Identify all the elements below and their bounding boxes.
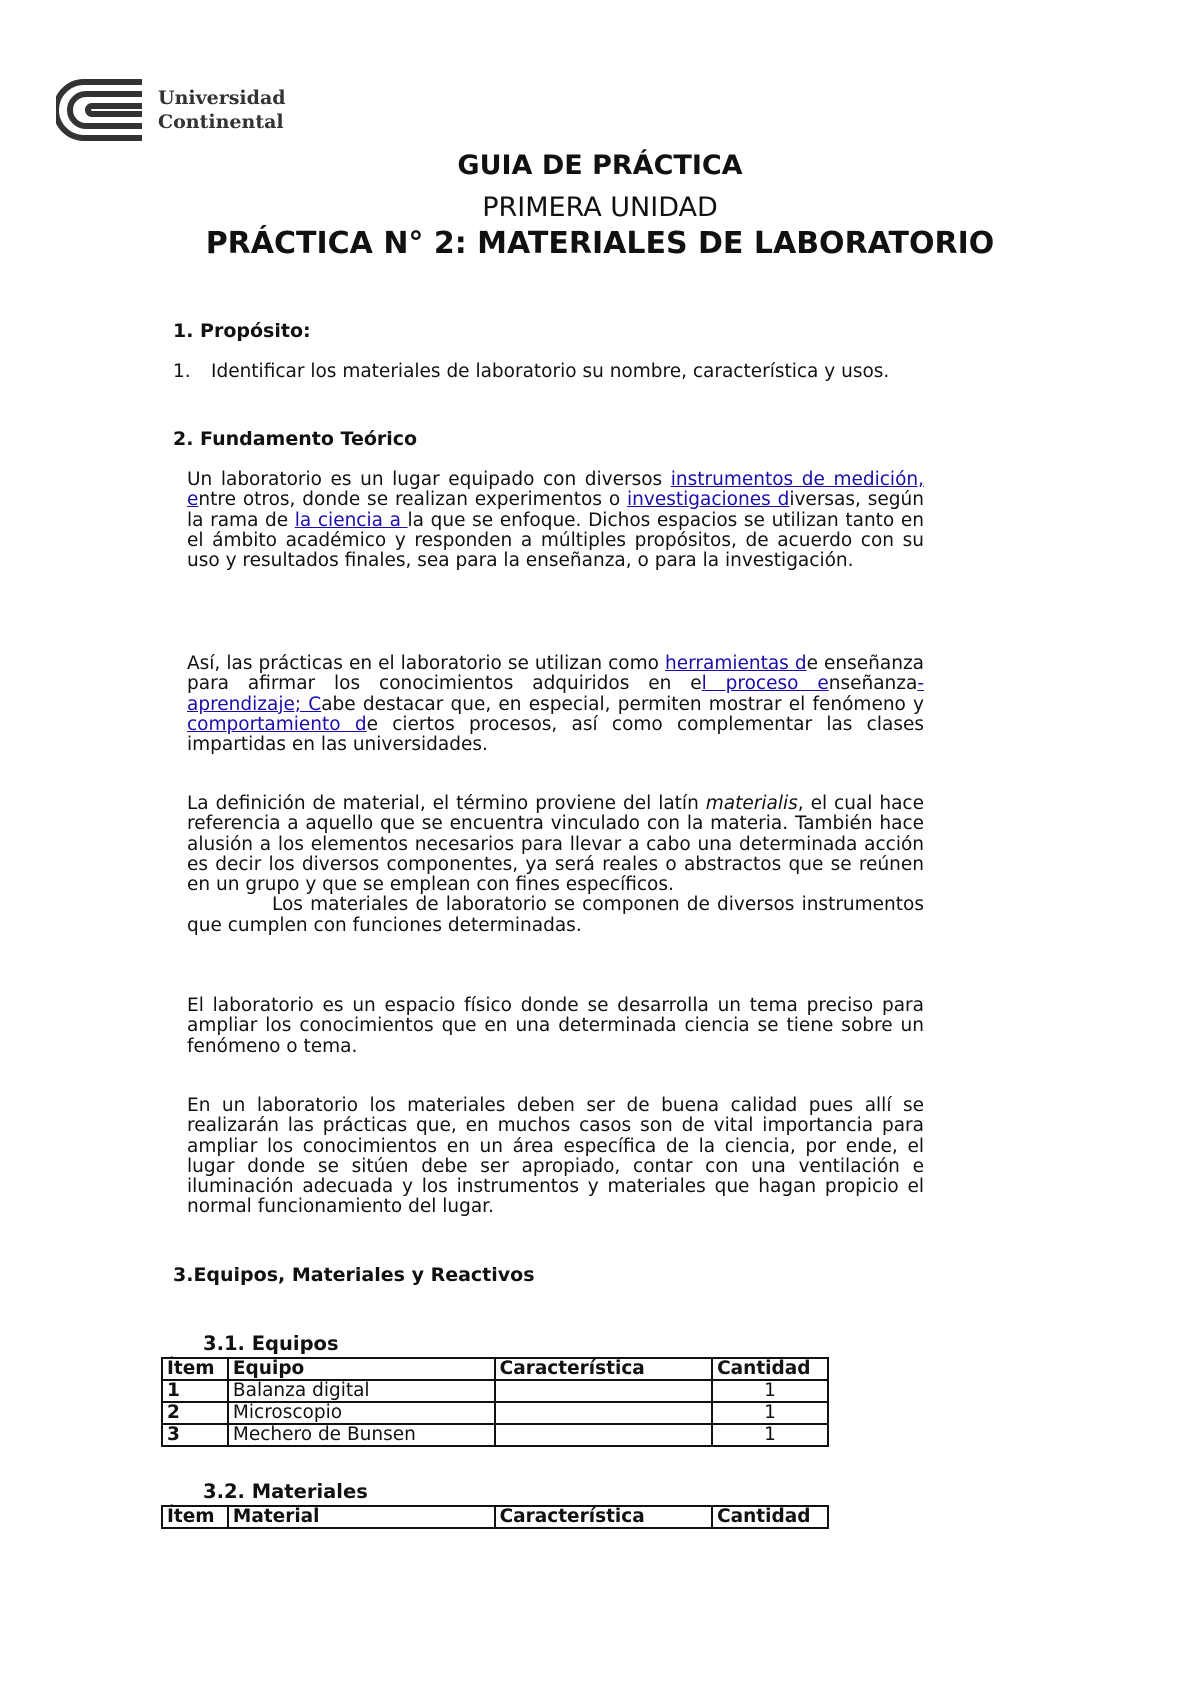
equipos-table: [161, 1357, 829, 1447]
materiales-subheading: 3.2. Materiales: [203, 1480, 368, 1503]
university-logo: [56, 78, 286, 142]
theory-paragraph-3: La definición de material, el término proviene del latín materialis, el cual hace referencia a aquello que se encuentra vinculado con la materia. También hace alusión a los elementos necesarios para llevar a cabo una determinada acción es decir los diversos componentes, ya será reales o abstractos que se reúnen en un grupo y que se emplean con fines específicos. Los materiales de laboratorio se componen de diversos instrumentos que cumplen con funciones determinadas.: [187, 793, 924, 936]
link-la-ciencia[interactable]: la ciencia a: [294, 509, 408, 531]
link-aprendizaje[interactable]: -aprendizaje; C: [187, 673, 924, 715]
link-proceso[interactable]: l proceso e: [701, 673, 829, 695]
theory-paragraph-2: Así, las prácticas en el laboratorio se utilizan como herramientas de enseñanza para afirmar los conocimientos adquiridos en el proceso enseñanza-aprendizaje; Cabe destacar que, en especial, permiten mostrar el fenómeno y comportamiento de ciertos procesos, así como complementar las clases impartidas en las universidades.: [187, 653, 924, 756]
theory-paragraph-1: Un laboratorio es un lugar equipado con diversos instrumentos de medición, entre otros, donde se realizan experimentos o investigaciones diversas, según la rama de la ciencia a la que se enfoque. Dichos espacios se utilizan tanto en el ámbito académico y responden a múltiples propósitos, de acuerdo con su uso y resultados finales, sea para la enseñanza, o para la investigación.: [187, 469, 924, 572]
section-purpose-heading: 1. Propósito:: [173, 320, 311, 342]
table-row: 2 Microscopio 1: [162, 1402, 828, 1424]
theory-paragraph-4: El laboratorio es un espacio físico donde se desarrolla un tema preciso para ampliar los conocimientos que en una determinada ciencia se tiene sobre un fenómeno o tema.: [187, 995, 924, 1057]
table-header-row: Ítem Material Característica Cantidad: [162, 1506, 828, 1528]
link-comportamiento[interactable]: comportamiento d: [187, 713, 367, 735]
section-theory-heading: 2. Fundamento Teórico: [173, 428, 418, 450]
table-header-row: Ítem Equipo Característica Cantidad: [162, 1358, 828, 1380]
link-herramientas[interactable]: herramientas d: [664, 653, 807, 674]
practice-title: PRÁCTICA N° 2: MATERIALES DE LABORATORIO: [205, 226, 995, 261]
purpose-list-item: 1. Identificar los materiales de laboratorio su nombre, característica y usos.: [173, 361, 890, 382]
equipos-subheading: 3.1. Equipos: [203, 1332, 339, 1355]
table-row: 1 Balanza digital 1: [162, 1380, 828, 1402]
link-investigaciones[interactable]: investigaciones d: [627, 489, 790, 511]
logo-emblem-icon: [56, 78, 144, 142]
logo-text: Universidad Continental: [158, 87, 286, 133]
link-instrumentos[interactable]: instrumentos de medición, e: [187, 469, 924, 511]
materiales-table: [161, 1505, 829, 1529]
theory-paragraph-5: En un laboratorio los materiales deben ser de buena calidad pues allí se realizarán las prácticas que, en muchos casos son de vital importancia para ampliar los conocimientos en un área específica de la ciencia, por ende, el lugar donde se sitúen debe ser apropiado, contar con una ventilación e iluminación adecuada y los instrumentos y materiales que hagan propicio el normal funcionamiento del lugar.: [187, 1095, 924, 1218]
section-equipment-heading: 3.Equipos, Materiales y Reactivos: [173, 1264, 535, 1286]
table-row: 3 Mechero de Bunsen 1: [162, 1424, 828, 1446]
page-title: GUIA DE PRÁCTICA: [457, 150, 743, 181]
unit-subtitle: PRIMERA UNIDAD: [482, 192, 718, 223]
